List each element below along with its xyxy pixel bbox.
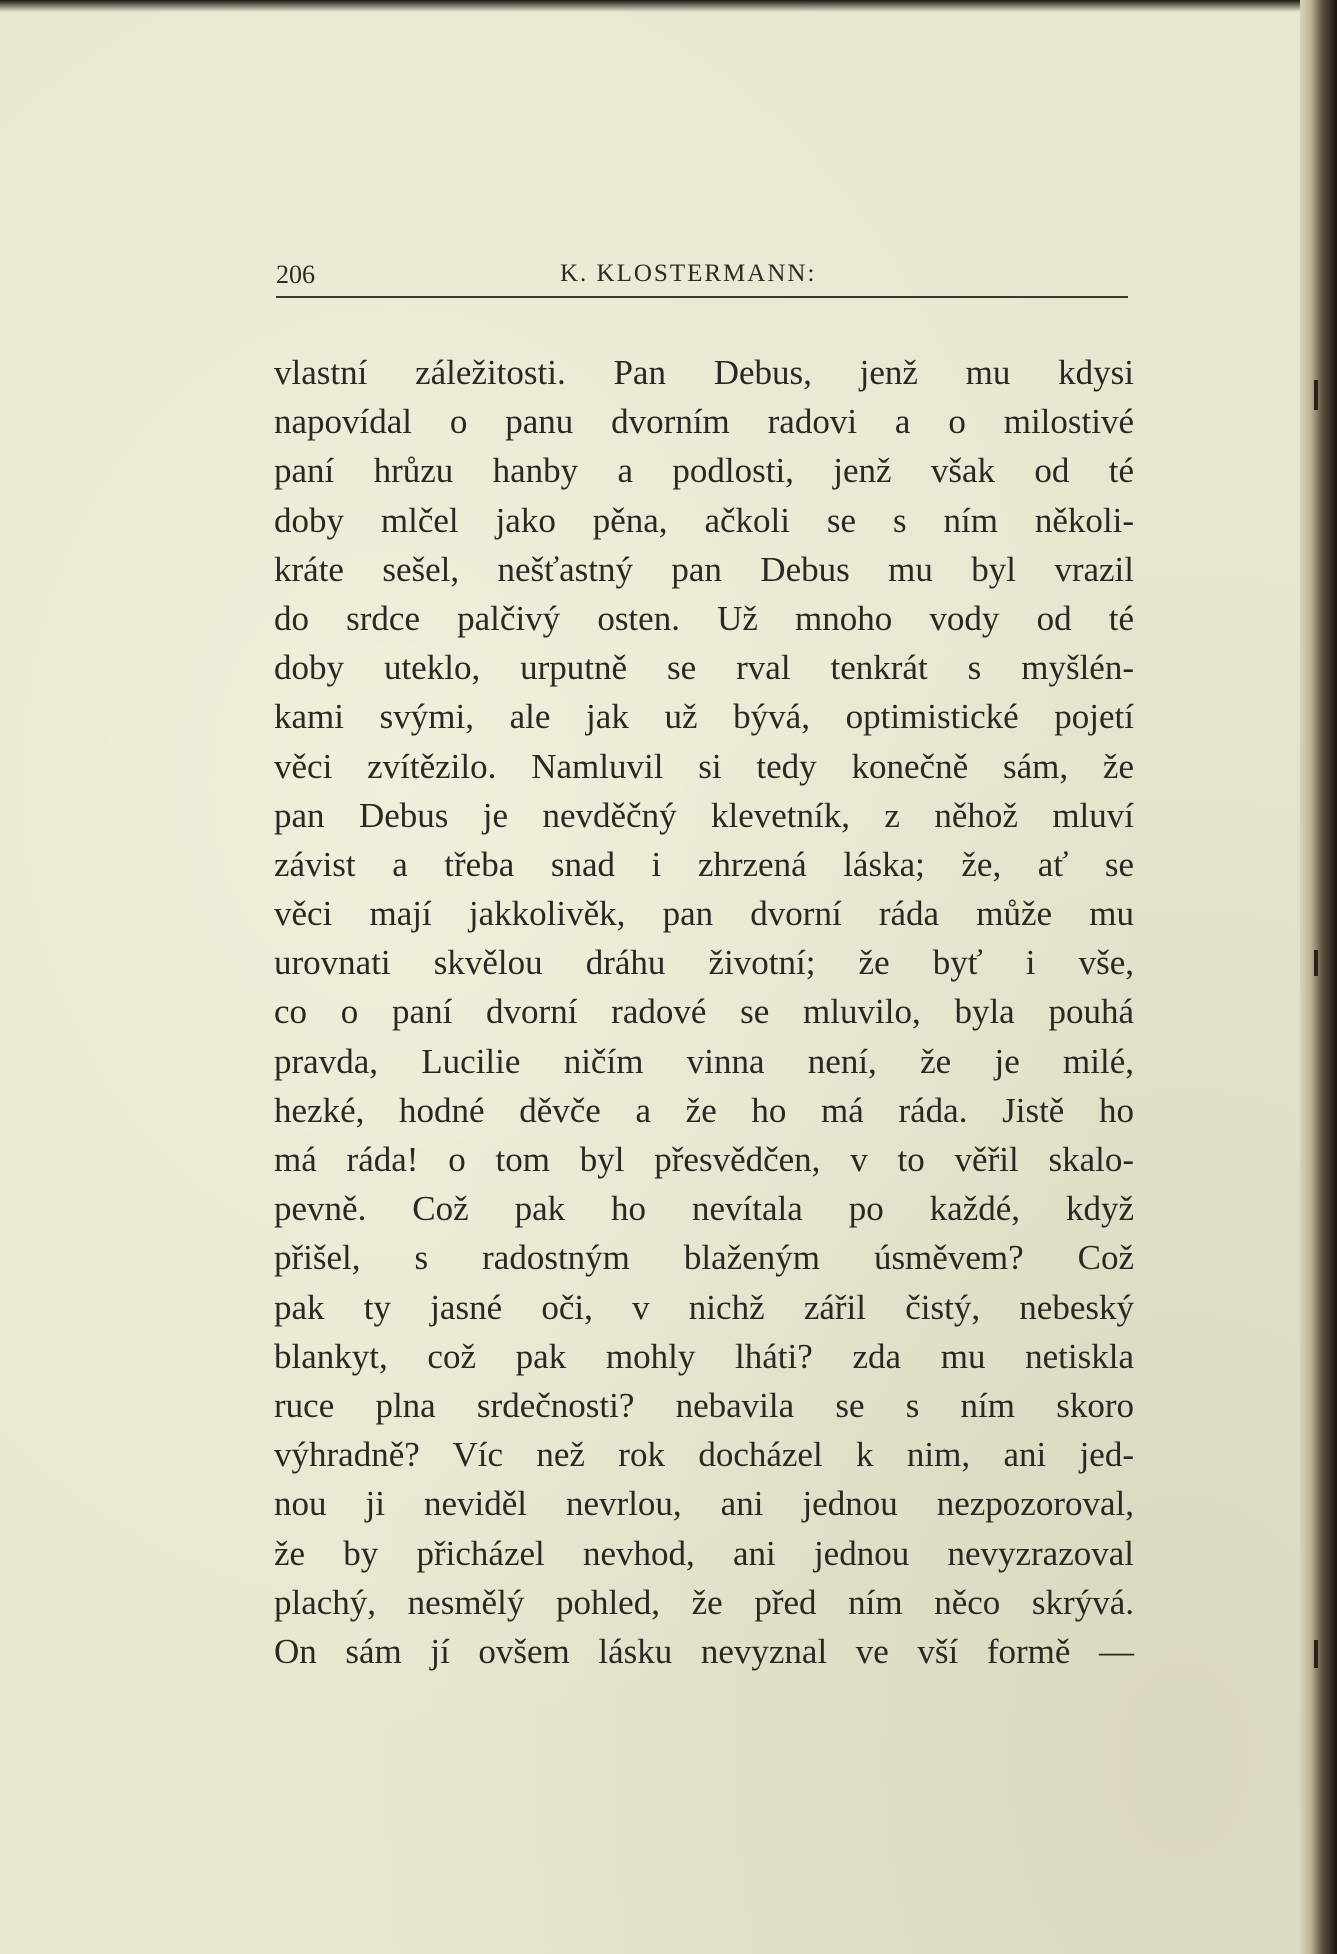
book-spine-edge xyxy=(1300,0,1337,1954)
text-line: napovídal o panu dvorním radovi a o milostivé xyxy=(274,402,1134,442)
edge-mark xyxy=(1314,380,1318,410)
edge-mark xyxy=(1314,950,1318,976)
text-line: doby uteklo, urputně se rval tenkrát s myšlén- xyxy=(274,648,1134,688)
text-line: do srdce palčivý osten. Už mnoho vody od té xyxy=(274,598,1134,638)
page-number: 206 xyxy=(276,260,315,289)
text-line: věci mají jakkolivěk, pan dvorní ráda může mu xyxy=(274,894,1134,934)
running-head: K. KLOSTERMANN: xyxy=(560,260,817,287)
text-line: plachý, nesmělý pohled, že před ním něco skrývá. xyxy=(274,1582,1134,1622)
text-line: paní hrůzu hanby a podlosti, jenž však od té xyxy=(274,451,1134,491)
text-line: pan Debus je nevděčný klevetník, z něhož mluví xyxy=(274,795,1134,835)
text-line: věci zvítězilo. Namluvil si tedy konečně sám, že xyxy=(274,746,1134,786)
text-line: ruce plna srdečnosti? nebavila se s ním skoro xyxy=(274,1385,1134,1425)
text-line: pevně. Což pak ho nevítala po každé, když xyxy=(274,1189,1134,1229)
text-line: pravda, Lucilie ničím vinna není, že je milé, xyxy=(274,1041,1134,1081)
body-text xyxy=(274,348,1134,1676)
text-line: kami svými, ale jak už bývá, optimistické pojetí xyxy=(274,697,1134,737)
text-line: kráte sešel, nešťastný pan Debus mu byl vrazil xyxy=(274,549,1134,589)
text-line: má ráda! o tom byl přesvědčen, v to věřil skalo- xyxy=(274,1140,1134,1179)
text-line: urovnati skvělou dráhu životní; že byť i vše, xyxy=(274,943,1134,983)
text-line: přišel, s radostným blaženým úsměvem? Což xyxy=(274,1238,1134,1278)
text-line: že by přicházel nevhod, ani jednou nevyzrazoval xyxy=(274,1533,1134,1573)
text-line: vlastní záležitosti. Pan Debus, jenž mu kdysi xyxy=(274,353,1134,392)
text-line: doby mlčel jako pěna, ačkoli se s ním několi- xyxy=(274,500,1134,540)
text-line: blankyt, což pak mohly lháti? zda mu netiskla xyxy=(274,1336,1134,1376)
page-top-shadow xyxy=(0,0,1315,12)
edge-mark xyxy=(1314,1640,1318,1668)
text-line: výhradně? Víc než rok docházel k nim, ani jed- xyxy=(274,1435,1134,1475)
text-line: závist a třeba snad i zhrzená láska; že, ať se xyxy=(274,844,1134,884)
text-line: On sám jí ovšem lásku nevyznal ve vší formě — xyxy=(274,1631,1134,1671)
text-line: nou ji neviděl nevrlou, ani jednou nezpozoroval, xyxy=(274,1484,1134,1524)
text-line: hezké, hodné děvče a že ho má ráda. Jistě ho xyxy=(274,1090,1134,1130)
text-line: co o paní dvorní radové se mluvilo, byla pouhá xyxy=(274,992,1134,1032)
text-line: pak ty jasné oči, v nichž zářil čistý, nebeský xyxy=(274,1287,1134,1327)
page-header xyxy=(276,256,1128,298)
